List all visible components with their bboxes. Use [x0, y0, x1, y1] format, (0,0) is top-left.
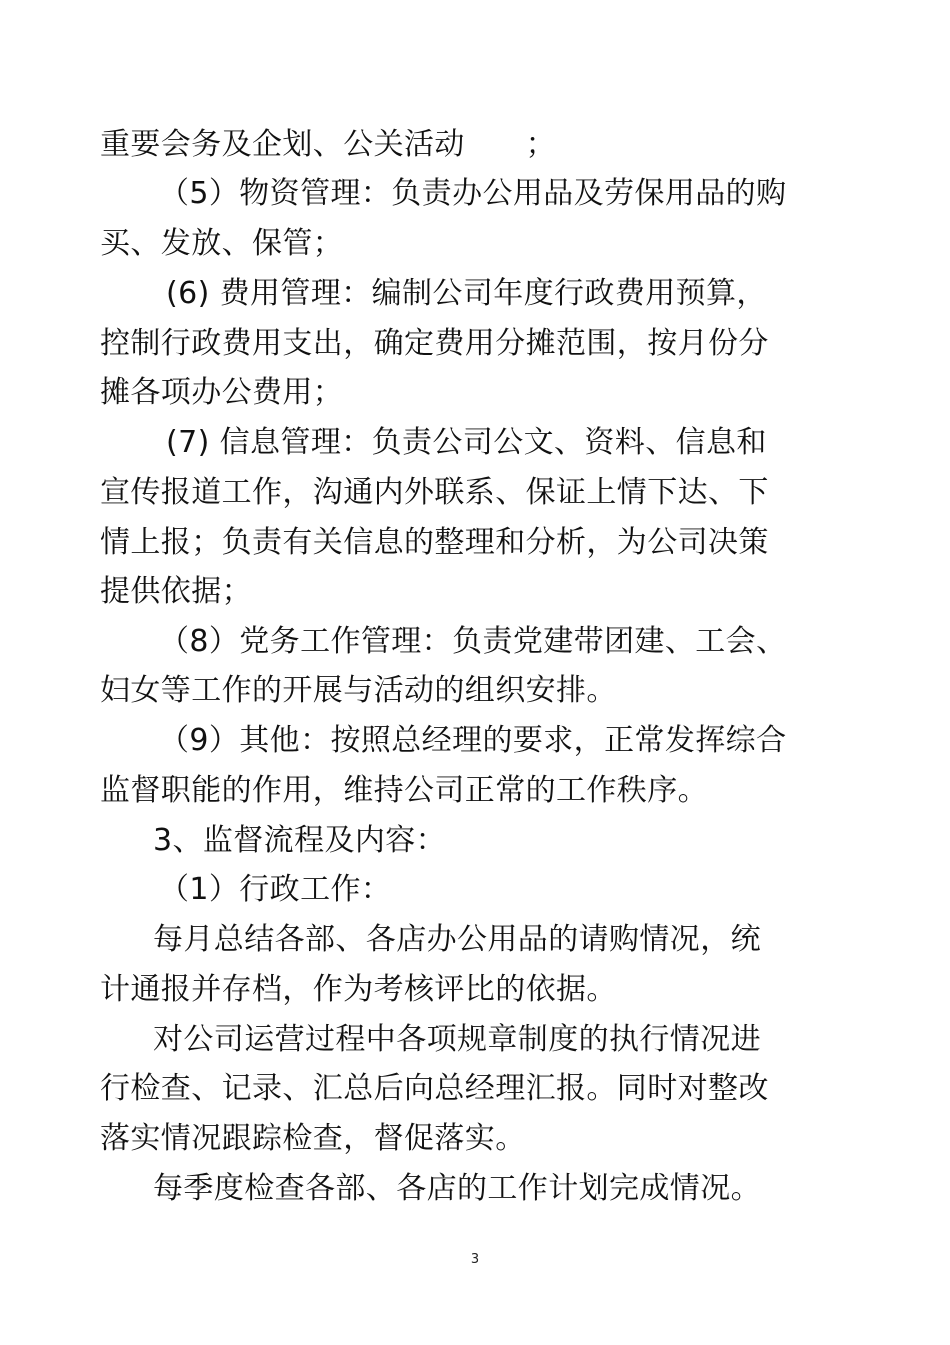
- text-line: 提供依据；: [100, 574, 252, 609]
- text-line: 每月总结各部、各店办公用品的请购情况，统: [153, 922, 761, 957]
- text-line: （9）其他：按照总经理的要求，正常发挥综合: [159, 723, 787, 758]
- section-heading: 3、监督流程及内容：: [153, 823, 447, 858]
- text-line: 摊各项办公费用；: [100, 375, 344, 410]
- text-line: 对公司运营过程中各项规章制度的执行情况进: [153, 1022, 761, 1057]
- text-line: （5）物资管理：负责办公用品及劳保用品的购: [159, 176, 787, 211]
- text-line: (7) 信息管理：负责公司公文、资料、信息和: [166, 425, 767, 460]
- text-line: 行检查、记录、汇总后向总经理汇报。同时对整改: [100, 1071, 769, 1106]
- subsection-heading: （1）行政工作：: [159, 872, 392, 907]
- text-line: 妇女等工作的开展与活动的组织安排。: [100, 673, 617, 708]
- text-line: 控制行政费用支出，确定费用分摊范围，按月份分: [100, 326, 769, 361]
- text-line: （8）党务工作管理：负责党建带团建、工会、: [159, 624, 787, 659]
- text-line: 计通报并存档，作为考核评比的依据。: [100, 972, 617, 1007]
- text-line: 每季度检查各部、各店的工作计划完成情况。: [153, 1171, 761, 1206]
- text-line: 重要会务及企划、公关活动 ；: [100, 127, 556, 162]
- text-line: 监督职能的作用，维持公司正常的工作秩序。: [100, 773, 708, 808]
- text-line: 宣传报道工作，沟通内外联系、保证上情下达、下: [100, 475, 769, 510]
- text-line: (6) 费用管理：编制公司年度行政费用预算，: [166, 276, 767, 311]
- text-line: 情上报；负责有关信息的整理和分析，为公司决策: [100, 525, 769, 560]
- text-line: 买、发放、保管；: [100, 226, 344, 261]
- page-number: 3: [470, 1252, 480, 1267]
- text-line: 落实情况跟踪检查，督促落实。: [100, 1121, 526, 1156]
